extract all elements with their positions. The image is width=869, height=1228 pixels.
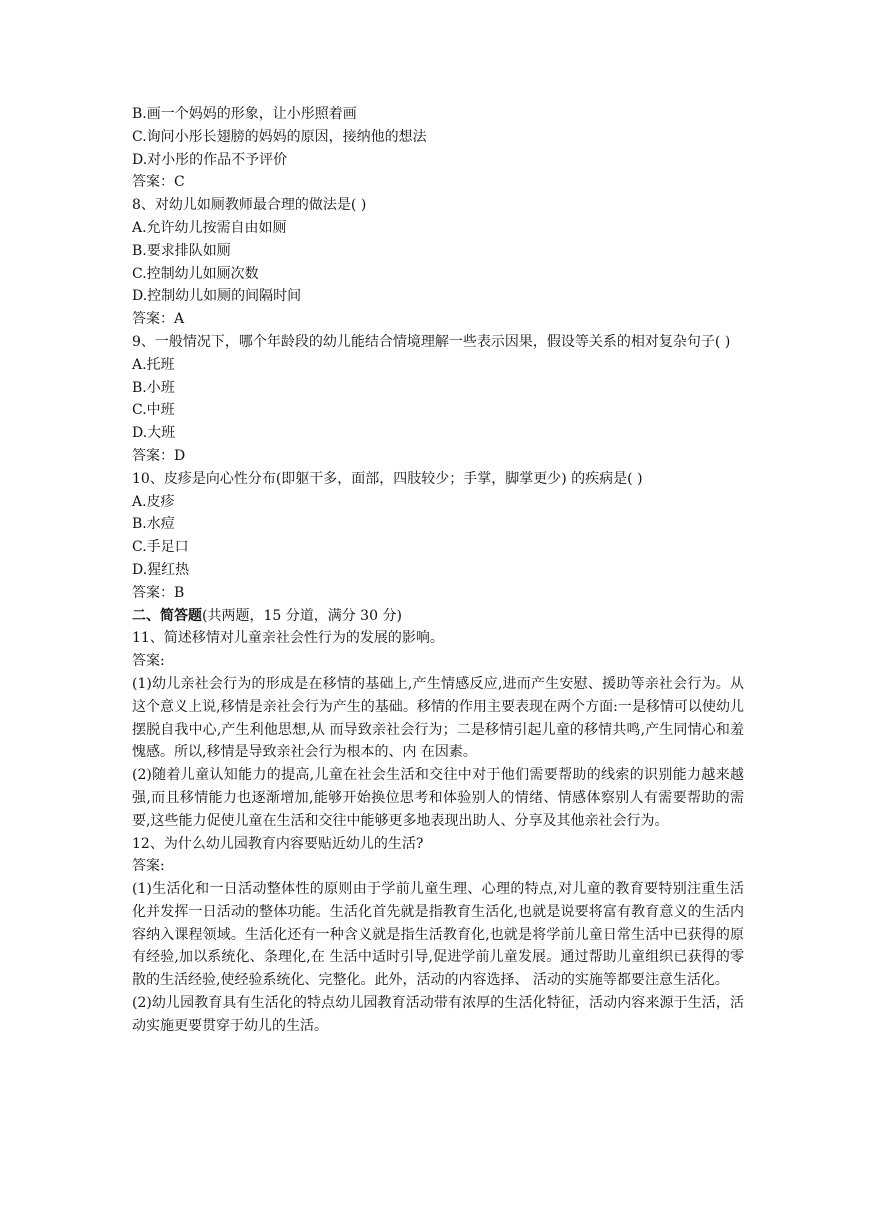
q8-option-c: C.控制幼儿如厕次数 bbox=[132, 265, 259, 282]
q10-option-b: B.水痘 bbox=[132, 516, 175, 533]
q8-answer: 答案：A bbox=[132, 311, 185, 328]
q10-answer: 答案：B bbox=[132, 584, 185, 601]
q10-option-c: C.手足口 bbox=[132, 539, 189, 556]
q8-option-b: B.要求排队如厕 bbox=[132, 242, 231, 259]
q11-answer-label: 答案: bbox=[132, 653, 165, 670]
q12-answer-label: 答案: bbox=[132, 858, 165, 875]
q7-option-b: B.画一个妈妈的形象，让小彤照着画 bbox=[132, 106, 357, 122]
q10-option-a: A.皮疹 bbox=[132, 493, 175, 510]
q11-answer-para-2: (2)随着儿童认知能力的提高,儿童在社会生活和交往中对于他们需要帮助的线索的识别能力越来越强,而且移情能力也逐渐增加,能够开始换位思考和体验别人的情绪、情感体察别人有需要帮助的需要,这些能力促使儿童在生活和交往中能够更多地表现出助人、分享及其他亲社会行为。 bbox=[132, 767, 744, 829]
q11-stem: 11、简述移情对儿童亲社会性行为的发展的影响。 bbox=[132, 630, 444, 647]
q9-stem: 9、一般情况下，哪个年龄段的幼儿能结合情境理解一些表示因果，假设等关系的相对复杂句子( ) bbox=[132, 333, 731, 350]
q8-option-a: A.允许幼儿按需自由如厕 bbox=[132, 219, 287, 236]
q10-option-d: D.猩红热 bbox=[132, 561, 190, 578]
section-heading-title: 二、简答题 bbox=[132, 607, 202, 624]
section-heading bbox=[132, 605, 744, 628]
q8-option-d: D.控制幼儿如厕的间隔时间 bbox=[132, 288, 302, 305]
q9-option-b: B.小班 bbox=[132, 379, 175, 396]
q7-answer: 答案：C bbox=[132, 174, 185, 191]
q12-answer-para-2: (2)幼儿园教育具有生活化的特点幼儿园教育活动带有浓厚的生活化特征，活动内容来源于生活，活动实施更要贯穿于幼儿的生活。 bbox=[132, 995, 744, 1034]
q7-option-d: D.对小彤的作品不予评价 bbox=[132, 151, 288, 168]
q12-answer-para-1: (1)生活化和一日活动整体性的原则由于学前儿童生理、心理的特点,对儿童的教育要特别注重生活化并发挥一日活动的整体功能。生活化首先就是指教育生活化,也就是说要将富有教育意义的生活内容纳入课程领域。生活化还有一种含义就是指生活教育化,也就是将学前儿童日常生活中已获得的原有经验,加以系统化、条理化,在 生活中适时引导,促进学前儿童发展。通过帮助儿童组织已获得的零散的生活经验,使经验系统化、完整化。此外，活动的内容选择、 活动的实施等都要注意生活化。 bbox=[132, 881, 744, 989]
q9-option-c: C.中班 bbox=[132, 402, 175, 419]
q9-option-a: A.托班 bbox=[132, 356, 175, 373]
q12-stem: 12、为什么幼儿园教育内容要贴近幼儿的生活? bbox=[132, 835, 424, 852]
q8-stem: 8、对幼儿如厕教师最合理的做法是( ) bbox=[132, 197, 367, 214]
q9-answer: 答案：D bbox=[132, 447, 186, 464]
q11-answer-para-1: (1)幼儿亲社会行为的形成是在移情的基础上,产生情感反应,进而产生安慰、援助等亲社会行为。从这个意义上说,移情是亲社会行为产生的基础。移情的作用主要表现在两个方面:一是移情可以使幼儿摆脱自我中心,产生利他思想,从 而导致亲社会行为；二是移情引起儿童的移情共鸣,产生同情心和羞愧感。所以,移情是导致亲社会行为根本的、内 在因素。 bbox=[132, 675, 744, 761]
q10-stem: 10、皮疹是向心性分布(即躯干多，面部，四肢较少；手掌，脚掌更少) 的疾病是( ) bbox=[132, 470, 643, 487]
q9-option-d: D.大班 bbox=[132, 425, 176, 442]
document-page bbox=[132, 103, 744, 1038]
section-heading-note: (共两题，15 分道，满分 30 分) bbox=[202, 607, 402, 624]
q7-option-c: C.询问小彤长翅膀的妈妈的原因，接纳他的想法 bbox=[132, 128, 427, 145]
